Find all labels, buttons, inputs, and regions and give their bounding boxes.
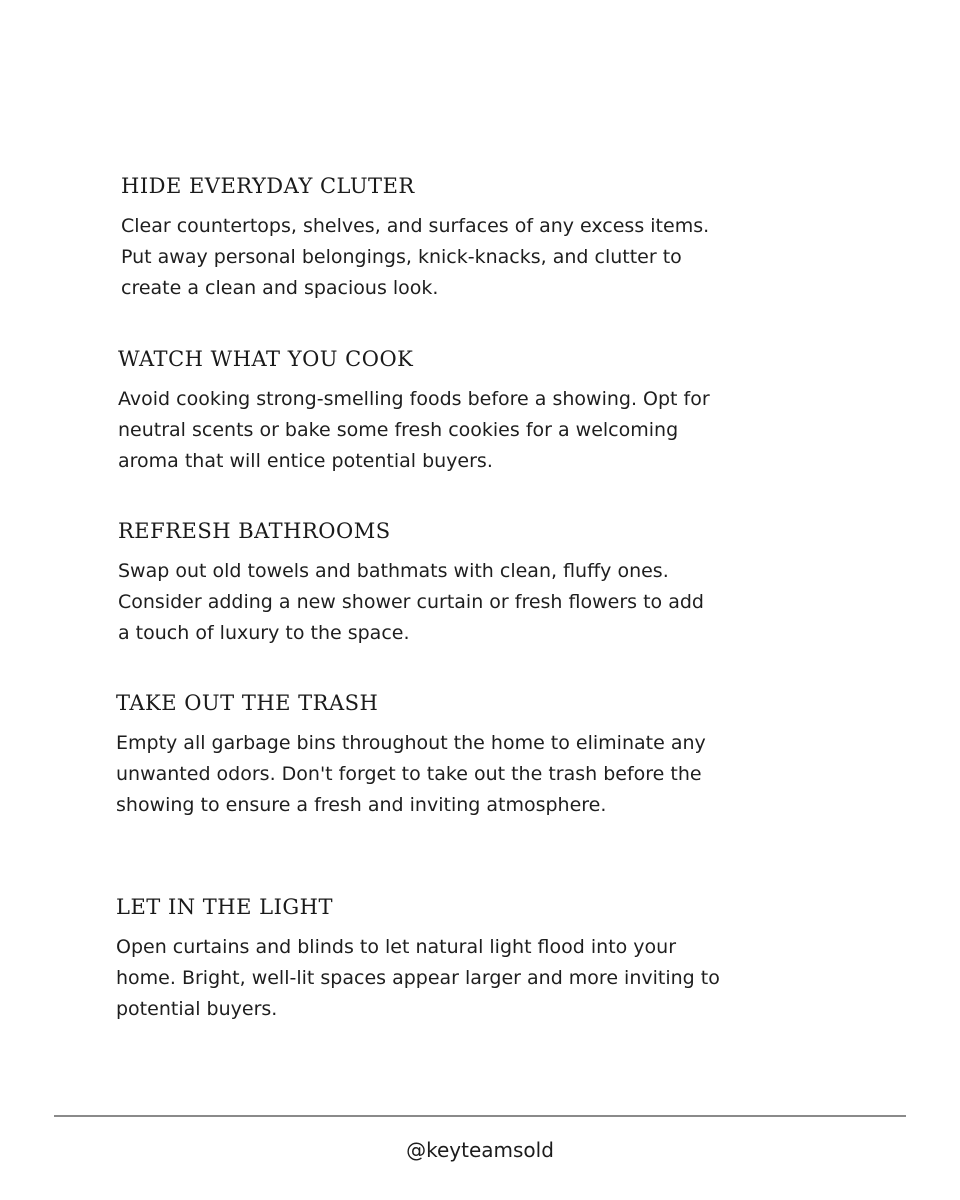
tip-section-refresh-bathrooms [118, 518, 798, 649]
section-heading: HIDE EVERYDAY CLUTER [121, 174, 415, 198]
body-line: Clear countertops, shelves, and surfaces of any excess items. [121, 215, 710, 238]
section-body [118, 384, 798, 477]
body-line: unwanted odors. Don't forget to take out the trash before the [116, 763, 702, 786]
section-heading: TAKE OUT THE TRASH [116, 691, 379, 715]
body-line: neutral scents or bake some fresh cookies for a welcoming [118, 419, 679, 442]
body-line: Swap out old towels and bathmats with clean, fluffy ones. [118, 560, 669, 583]
body-line: Avoid cooking strong-smelling foods before a showing. Opt for [118, 388, 710, 411]
section-heading: REFRESH BATHROOMS [118, 519, 391, 543]
body-line: Consider adding a new shower curtain or fresh flowers to add [118, 591, 704, 614]
section-body [121, 211, 801, 304]
body-line: Put away personal belongings, knick-knacks, and clutter to [121, 246, 682, 269]
tip-section-watch-cooking [118, 346, 798, 477]
footer-divider [54, 1115, 906, 1117]
section-body [118, 556, 798, 649]
section-body [116, 932, 796, 1025]
body-line: Open curtains and blinds to let natural light flood into your [116, 936, 677, 959]
body-line: home. Bright, well-lit spaces appear larger and more inviting to [116, 967, 720, 990]
body-line: a touch of luxury to the space. [118, 622, 410, 645]
section-heading: WATCH WHAT YOU COOK [118, 347, 414, 371]
body-line: aroma that will entice potential buyers. [118, 450, 493, 473]
body-line: create a clean and spacious look. [121, 277, 439, 300]
body-line: showing to ensure a fresh and inviting atmosphere. [116, 794, 607, 817]
tip-section-take-out-trash [116, 690, 796, 821]
body-line: Empty all garbage bins throughout the home to eliminate any [116, 732, 706, 755]
tip-section-hide-clutter [121, 173, 801, 304]
social-handle: @keyteamsold [406, 1138, 554, 1162]
section-heading: LET IN THE LIGHT [116, 895, 333, 919]
section-body [116, 728, 796, 821]
body-line: potential buyers. [116, 998, 278, 1021]
tip-section-let-in-light [116, 894, 796, 1025]
